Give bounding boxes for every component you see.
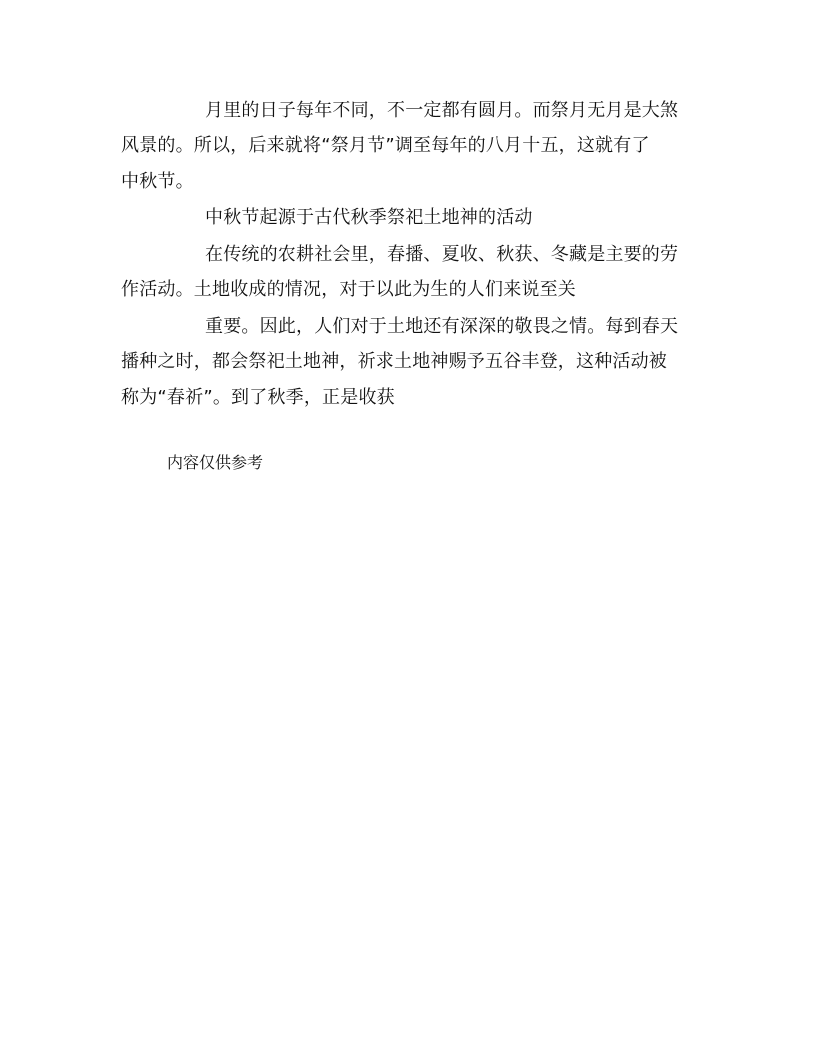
- paragraph-line-6: 重要。因此，人们对于土地还有深深的敬畏之情。每到春天: [205, 316, 679, 337]
- footer-note: 内容仅供参考: [167, 453, 264, 472]
- paragraph-line-2: 风景的。所以，后来就将“祭月节”调至每年的八月十五，这就有了: [121, 135, 650, 156]
- section-heading: 中秋节起源于古代秋季祭祀土地神的活动: [205, 207, 533, 228]
- paragraph-line-1: 月里的日子每年不同，不一定都有圆月。而祭月无月是大煞: [205, 100, 679, 121]
- paragraph-line-4: 在传统的农耕社会里，春播、夏收、秋获、冬藏是主要的劳: [205, 244, 679, 265]
- paragraph-line-8: 称为“春祈”。到了秋季，正是收获: [121, 387, 395, 408]
- paragraph-line-5: 作活动。土地收成的情况，对于以此为生的人们来说至关: [121, 279, 576, 300]
- paragraph-line-7: 播种之时，都会祭祀土地神，祈求土地神赐予五谷丰登，这种活动被: [121, 351, 667, 372]
- paragraph-line-3: 中秋节。: [121, 171, 194, 192]
